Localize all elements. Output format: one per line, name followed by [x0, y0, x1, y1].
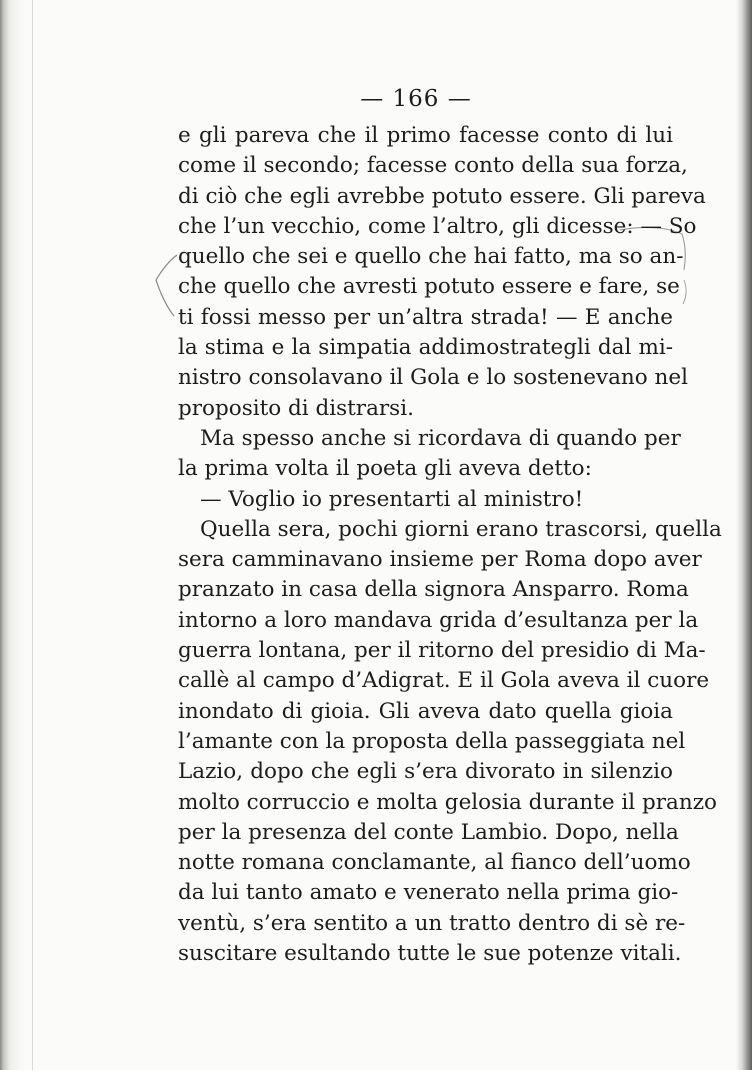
text-line: molto corruccio e molta gelosia durante il pranzo	[178, 789, 717, 815]
text-line: l’amante con la proposta della passeggiata nel	[178, 728, 686, 754]
text-line: quello che sei e quello che hai fatto, ma so an-	[178, 244, 684, 270]
text-line: da lui tanto amato e venerato nella prima gio-	[178, 880, 679, 906]
text-line: suscitare esultando tutte le sue potenze vitali.	[178, 941, 682, 967]
page-number: — 166 —	[360, 86, 472, 112]
text-line: inondato di gioia. Gli aveva dato quella gioia	[178, 698, 673, 724]
page-gutter-line	[32, 0, 33, 1070]
text-line: intorno a loro mandava grida d’esultanza per la	[178, 607, 699, 633]
text-line: e gli pareva che il primo facesse conto di lui	[178, 123, 673, 148]
text-line: — Voglio io presentarti al ministro!	[200, 486, 584, 512]
page-left-edge-shadow	[0, 0, 26, 1070]
text-line: la prima volta il poeta gli aveva detto:	[178, 456, 592, 482]
text-line: che l’un vecchio, come l’altro, gli dicesse: — So	[178, 213, 697, 239]
text-line: guerra lontana, per il ritorno del presidio di Ma-	[178, 638, 706, 664]
page-right-edge-shadow	[736, 0, 752, 1070]
text-line: sera camminavano insieme per Roma dopo aver	[178, 547, 702, 573]
text-line: notte romana conclamante, al fianco dell’uomo	[178, 850, 691, 876]
text-line: proposito di distrarsi.	[178, 395, 414, 421]
text-line: ventù, s’era sentito a un tratto dentro di sè re-	[178, 910, 686, 936]
text-line: callè al campo d’Adigrat. E il Gola aveva il cuore	[178, 668, 710, 694]
text-line: per la presenza del conte Lambio. Dopo, nella	[178, 819, 679, 845]
body-text	[178, 121, 722, 969]
text-line: nistro consolavano il Gola e lo sostenevano nel	[178, 365, 688, 391]
text-line: di ciò che egli avrebbe potuto essere. Gli pareva	[178, 183, 706, 209]
text-line: Ma spesso anche si ricordava di quando per	[200, 425, 681, 451]
text-line: pranzato in casa della signora Ansparro. Roma	[178, 577, 689, 603]
text-line: che quello che avresti potuto essere e fare, se	[178, 274, 680, 300]
text-line: Lazio, dopo che egli s’era divorato in silenzio	[178, 759, 673, 785]
text-line: Quella sera, pochi giorni erano trascorsi, quella	[200, 516, 722, 542]
text-line: ti fossi messo per un’altra strada! — E anche	[178, 304, 673, 330]
text-line: come il secondo; facesse conto della sua forza,	[178, 153, 688, 179]
text-line: la stima e la simpatia addimostrategli dal mi-	[178, 335, 673, 361]
